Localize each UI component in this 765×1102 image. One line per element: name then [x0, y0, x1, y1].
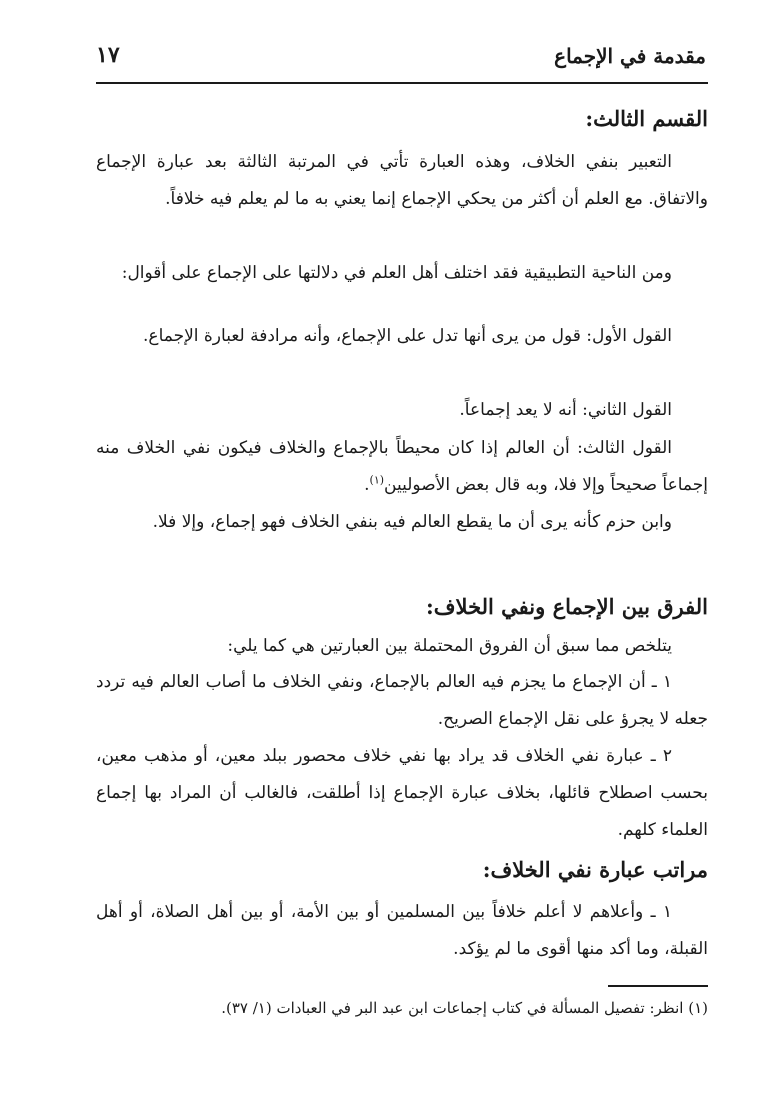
section-heading-third: القسم الثالث: [585, 106, 708, 131]
header-rule [96, 82, 708, 84]
opinion-3-text: القول الثالث: أن العالم إذا كان محيطاً بالإجماع والخلاف فيكون نفي الخلاف منه إجماعاً صحيحاً وإلا فلا، وبه قال بعض الأصوليين [96, 438, 708, 495]
opinion-3-end: . [364, 475, 370, 495]
running-title: مقدمة في الإجماع [554, 44, 706, 68]
running-header [96, 38, 706, 82]
paragraph-opinion-1: القول الأول: قول من يرى أنها تدل على الإجماع، وأنه مرادفة لعبارة الإجماع. [143, 326, 672, 346]
page-number: ١٧ [96, 42, 120, 68]
footnote-rule [608, 985, 708, 987]
section-heading-ranks: مراتب عبارة نفي الخلاف: [482, 857, 708, 882]
list-item: ٢ ـ عبارة نفي الخلاف قد يراد بها نفي خلاف محصور ببلد معين، أو مذهب معين، بحسب اصطلاح قائلها، بخلاف عبارة الإجماع إذا أطلقت، فالغالب أن المراد بها إجماع العلماء كلهم. [96, 746, 708, 840]
list-item: ١ ـ أن الإجماع ما يجزم فيه العالم بالإجماع، ونفي الخلاف ما أصاب العالم فيه تردد جعله لا يجرؤ على نقل الإجماع الصريح. [96, 672, 708, 729]
footnote: (١) انظر: تفصيل المسألة في كتاب إجماعات ابن عبد البر في العبادات (١/ ٣٧). [221, 999, 708, 1017]
paragraph: وابن حزم كأنه يرى أن ما يقطع العالم فيه بنفي الخلاف فهو إجماع، وإلا فلا. [152, 512, 672, 532]
paragraph: ومن الناحية التطبيقية فقد اختلف أهل العلم في دلالتها على الإجماع على أقوال: [121, 263, 672, 283]
section-heading-difference: الفرق بين الإجماع ونفي الخلاف: [426, 594, 708, 619]
list-item: ١ ـ وأعلاهم لا أعلم خلافاً بين المسلمين أو بين الأمة، أو بين أهل الصلاة، أو أهل القبلة، وما أكد منها أقوى ما لم يؤكد. [96, 902, 708, 959]
paragraph-opinion-2: القول الثاني: أنه لا يعد إجماعاً. [459, 400, 672, 420]
footnote-reference: (١) [369, 473, 385, 487]
paragraph: يتلخص مما سبق أن الفروق المحتملة بين العبارتين هي كما يلي: [227, 636, 672, 656]
paragraph: التعبير بنفي الخلاف، وهذه العبارة تأتي في المرتبة الثالثة بعد عبارة الإجماع والاتفاق. مع العلم أن أكثر من يحكي الإجماع إنما يعني به ما لم يعلم فيه خلافاً. [96, 152, 708, 209]
paragraph-opinion-3 [96, 430, 708, 504]
